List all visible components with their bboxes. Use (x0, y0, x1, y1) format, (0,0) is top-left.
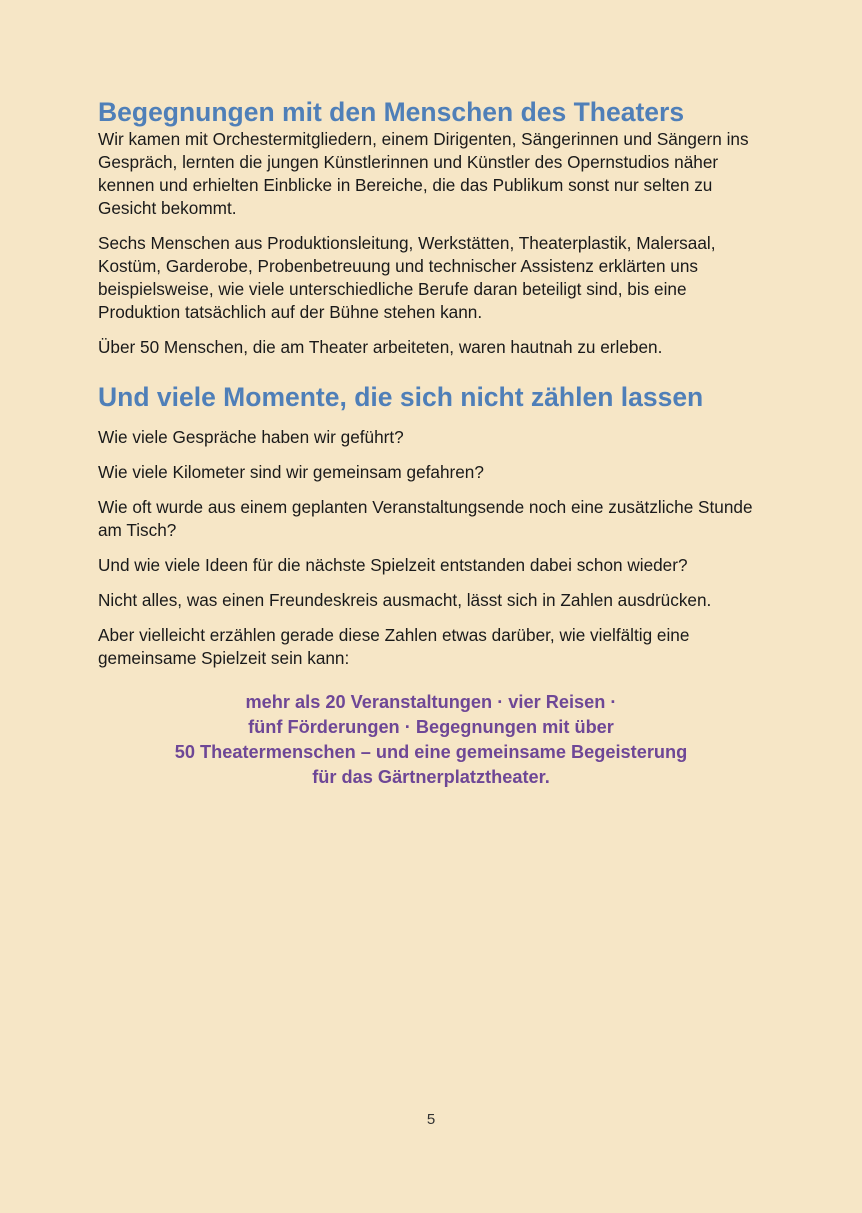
paragraph-question-conversations: Wie viele Gespräche haben wir geführt? (98, 427, 404, 447)
page-number: 5 (426, 1111, 436, 1128)
paragraph-conversations: Wir kamen mit Orchestermitgliedern, einem Dirigenten, Sängerinnen und Sängern ins Gespräch, lernten die jungen Künstlerinnen und Künstler des Opernstudios näher kennen und erhielten Einblicke in Bereiche, die das Publikum sonst nur selten zu Gesicht bekommt. (98, 129, 749, 218)
highlight-line: für das Gärtnerplatztheater. (312, 767, 550, 787)
highlight-summary (98, 690, 764, 790)
page-content (98, 96, 758, 790)
highlight-line: fünf Förderungen · Begegnungen mit über (248, 717, 614, 737)
section-heading-moments: Und viele Momente, die sich nicht zählen lassen (98, 382, 704, 412)
paragraph-professions: Sechs Menschen aus Produktionsleitung, Werkstätten, Theaterplastik, Malersaal, Kostüm, Garderobe, Probenbetreuung und technischer Assistenz erklärten uns beispielsweise, wie viele unterschiedliche Berufe daran beteiligt sind, bis eine Produktion tatsächlich auf der Bühne stehen kann. (98, 233, 716, 322)
section-heading-encounters: Begegnungen mit den Menschen des Theaters (98, 97, 685, 127)
paragraph-numbers-tell: Aber vielleicht erzählen gerade diese Zahlen etwas darüber, wie vielfältig eine gemeinsame Spielzeit sein kann: (98, 625, 690, 668)
paragraph-fifty-people: Über 50 Menschen, die am Theater arbeiteten, waren hautnah zu erleben. (98, 337, 663, 357)
highlight-line: mehr als 20 Veranstaltungen · vier Reisen · (245, 692, 617, 712)
paragraph-question-extra-hour: Wie oft wurde aus einem geplanten Veranstaltungsende noch eine zusätzliche Stunde am Tisch? (98, 497, 753, 540)
highlight-line: 50 Theatermenschen – und eine gemeinsame Begeisterung (174, 742, 688, 762)
paragraph-question-kilometers: Wie viele Kilometer sind wir gemeinsam gefahren? (98, 462, 484, 482)
paragraph-not-in-numbers: Nicht alles, was einen Freundeskreis ausmacht, lässt sich in Zahlen ausdrücken. (98, 590, 712, 610)
paragraph-question-ideas: Und wie viele Ideen für die nächste Spielzeit entstanden dabei schon wieder? (98, 555, 688, 575)
